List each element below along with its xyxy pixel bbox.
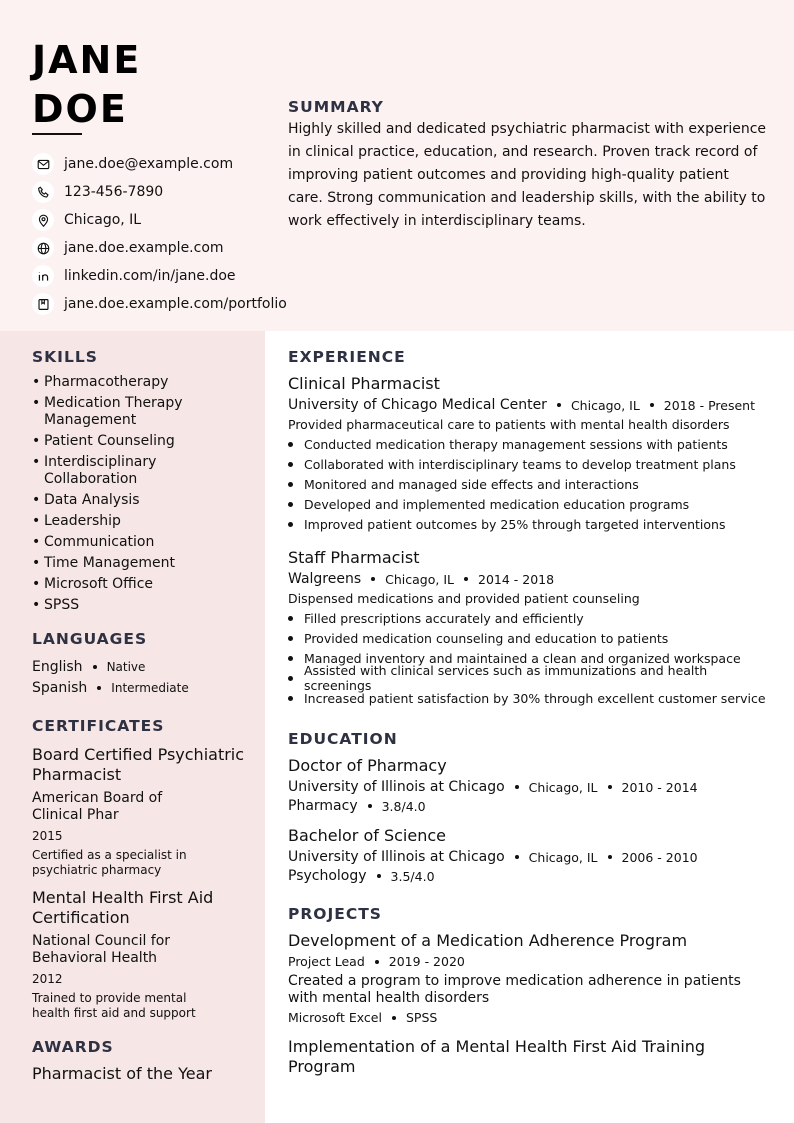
project-title: Implementation of a Mental Health First Aid Training Program — [288, 1037, 706, 1076]
job-dates: 2014 - 2018 — [478, 571, 555, 587]
job-bullet: Monitored and managed side effects and interactions — [288, 474, 768, 494]
job-bullets — [288, 608, 768, 708]
field-of-study: Pharmacy — [288, 798, 358, 814]
school-dates: 2010 - 2014 — [621, 779, 698, 795]
school-dates: 2006 - 2010 — [621, 849, 698, 865]
skill-label: Leadership — [44, 513, 121, 529]
summary-text: Highly skilled and dedicated psychiatric pharmacist with experience in clinical practice, education, and research. Proven track record of improving patient outcomes and providing high-quality patient care. Strong communication and leadership skills, with the ability to work effectively in interdisciplinary teams. — [288, 121, 767, 229]
language-name: English — [32, 658, 83, 675]
skill-item: • Patient Counseling — [32, 433, 175, 449]
project-entry — [288, 1037, 768, 1077]
skill-label: SPSS — [44, 597, 80, 613]
job-location: Chicago, IL — [570, 397, 640, 413]
certificate-org: National Council for Behavioral Health — [32, 933, 171, 966]
education-entry — [288, 756, 768, 814]
field-of-study: Psychology — [288, 868, 367, 884]
job-bullet: Managed inventory and maintained a clean and organized workspace — [288, 648, 768, 668]
contact-linkedin-text: linkedin.com/in/jane.doe — [64, 268, 236, 284]
skill-label: Time Management — [44, 555, 175, 571]
job-bullet: Collaborated with interdisciplinary teams to develop treatment plans — [288, 454, 768, 474]
project-entry — [288, 931, 768, 1025]
summary-title: SUMMARY — [288, 98, 384, 116]
skill-label: Microsoft Office — [44, 576, 154, 592]
job-bullet: Assisted with clinical services such as immunizations and health screenings — [288, 668, 768, 688]
candidate-name — [32, 36, 141, 134]
job-meta — [288, 397, 768, 413]
contact-phone[interactable] — [32, 178, 292, 206]
mail-icon — [32, 153, 54, 175]
certificate-title: Board Certified Psychiatric Pharmacist — [32, 745, 245, 784]
education-field-row — [288, 868, 768, 884]
language-name: Spanish — [32, 679, 88, 696]
awards-title: AWARDS — [32, 1038, 114, 1056]
degree-title: Doctor of Pharmacy — [288, 756, 447, 775]
skill-item: • Time Management — [32, 555, 175, 571]
job-dates: 2018 - Present — [663, 397, 755, 413]
job-entry — [288, 548, 768, 708]
skills-title: SKILLS — [32, 348, 98, 366]
language-level: Native — [106, 659, 146, 674]
job-company: University of Chicago Medical Center — [288, 397, 547, 413]
contact-location — [32, 206, 292, 234]
education-meta — [288, 779, 768, 795]
project-tools — [288, 1010, 768, 1025]
last-name: DOE — [32, 87, 128, 131]
contact-website[interactable] — [32, 234, 292, 262]
skill-item: • Medication Therapy Management — [32, 395, 247, 429]
certificate-item — [32, 745, 247, 878]
project-title: Development of a Medication Adherence Program — [288, 931, 688, 950]
degree-title: Bachelor of Science — [288, 826, 446, 845]
project-role: Project Lead — [288, 954, 365, 969]
languages-list — [32, 656, 247, 698]
skill-label: Medication Therapy Management — [44, 395, 183, 428]
left-body — [32, 348, 247, 1084]
project-dates: 2019 - 2020 — [388, 954, 465, 969]
school-name: University of Illinois at Chicago — [288, 779, 505, 795]
right-body — [288, 348, 768, 1077]
job-bullet: Provided medication counseling and education to patients — [288, 628, 768, 648]
skill-label: Interdisciplinary Collaboration — [44, 454, 157, 487]
job-bullet: Increased patient satisfaction by 30% through excellent customer service — [288, 688, 768, 708]
contact-list — [32, 150, 292, 318]
linkedin-icon — [32, 265, 54, 287]
location-pin-icon — [32, 209, 54, 231]
experience-title: EXPERIENCE — [288, 348, 406, 366]
skill-item: • Interdisciplinary Collaboration — [32, 454, 247, 488]
contact-website-text: jane.doe.example.com — [64, 240, 224, 256]
skill-label: Patient Counseling — [44, 433, 175, 449]
first-name: JANE — [32, 38, 142, 82]
school-location: Chicago, IL — [528, 779, 598, 795]
certificate-item — [32, 888, 247, 1021]
projects-title: PROJECTS — [288, 905, 382, 923]
education-entry — [288, 826, 768, 884]
globe-icon — [32, 237, 54, 259]
job-desc: Dispensed medications and provided patient counseling — [288, 591, 640, 606]
contact-location-text: Chicago, IL — [64, 212, 142, 228]
phone-icon — [32, 181, 54, 203]
gpa: 3.8/4.0 — [381, 798, 426, 814]
job-meta — [288, 571, 768, 587]
contact-portfolio-text: jane.doe.example.com/portfolio — [64, 296, 287, 312]
education-meta — [288, 849, 768, 865]
languages-title: LANGUAGES — [32, 630, 148, 648]
contact-email[interactable] — [32, 150, 292, 178]
language-item — [32, 677, 247, 698]
job-bullet: Filled prescriptions accurately and efficiently — [288, 608, 768, 628]
certificate-year: 2015 — [32, 829, 63, 843]
project-desc: Created a program to improve medication adherence in patients with mental health disorders — [288, 973, 741, 1006]
certificate-desc: Trained to provide mental health first aid and support — [32, 991, 196, 1020]
gpa: 3.5/4.0 — [390, 868, 435, 884]
name-divider — [32, 133, 82, 135]
job-location: Chicago, IL — [385, 571, 454, 587]
school-location: Chicago, IL — [528, 849, 598, 865]
skill-label: Pharmacotherapy — [44, 374, 169, 390]
education-title: EDUCATION — [288, 730, 398, 748]
contact-email-text: jane.doe@example.com — [64, 156, 234, 172]
language-level: Intermediate — [111, 680, 189, 695]
skill-item: • SPSS — [32, 597, 80, 613]
job-desc: Provided pharmaceutical care to patients with mental health disorders — [288, 417, 730, 432]
skill-item: • Data Analysis — [32, 492, 140, 508]
certificates-title: CERTIFICATES — [32, 717, 165, 735]
project-tool: Microsoft Excel — [288, 1010, 382, 1025]
job-bullets — [288, 434, 768, 534]
skills-list — [32, 374, 247, 614]
job-title: Staff Pharmacist — [288, 548, 420, 567]
contact-portfolio[interactable] — [32, 290, 292, 318]
certificate-year: 2012 — [32, 972, 63, 986]
job-bullet: Improved patient outcomes by 25% through targeted interventions — [288, 514, 768, 534]
job-title: Clinical Pharmacist — [288, 374, 440, 393]
certificate-desc: Certified as a specialist in psychiatric pharmacy — [32, 848, 187, 877]
job-entry — [288, 374, 768, 534]
summary-section — [288, 98, 768, 233]
school-name: University of Illinois at Chicago — [288, 849, 505, 865]
skill-item: • Leadership — [32, 513, 121, 529]
project-tool: SPSS — [405, 1010, 438, 1025]
job-company: Walgreens — [288, 571, 362, 587]
skill-item: • Pharmacotherapy — [32, 374, 169, 390]
contact-phone-text: 123-456-7890 — [64, 184, 164, 200]
skill-item: • Communication — [32, 534, 155, 550]
skill-label: Data Analysis — [44, 492, 140, 508]
project-meta — [288, 954, 768, 969]
education-field-row — [288, 798, 768, 814]
skill-item: • Microsoft Office — [32, 576, 154, 592]
award-item: Pharmacist of the Year — [32, 1064, 212, 1083]
language-item — [32, 656, 247, 677]
certificate-title: Mental Health First Aid Certification — [32, 888, 214, 927]
job-bullet: Developed and implemented medication education programs — [288, 494, 768, 514]
bookmark-icon — [32, 293, 54, 315]
certificate-org: American Board of Clinical Phar — [32, 790, 163, 823]
contact-linkedin[interactable] — [32, 262, 292, 290]
skill-label: Communication — [44, 534, 155, 550]
job-bullet: Conducted medication therapy management sessions with patients — [288, 434, 768, 454]
